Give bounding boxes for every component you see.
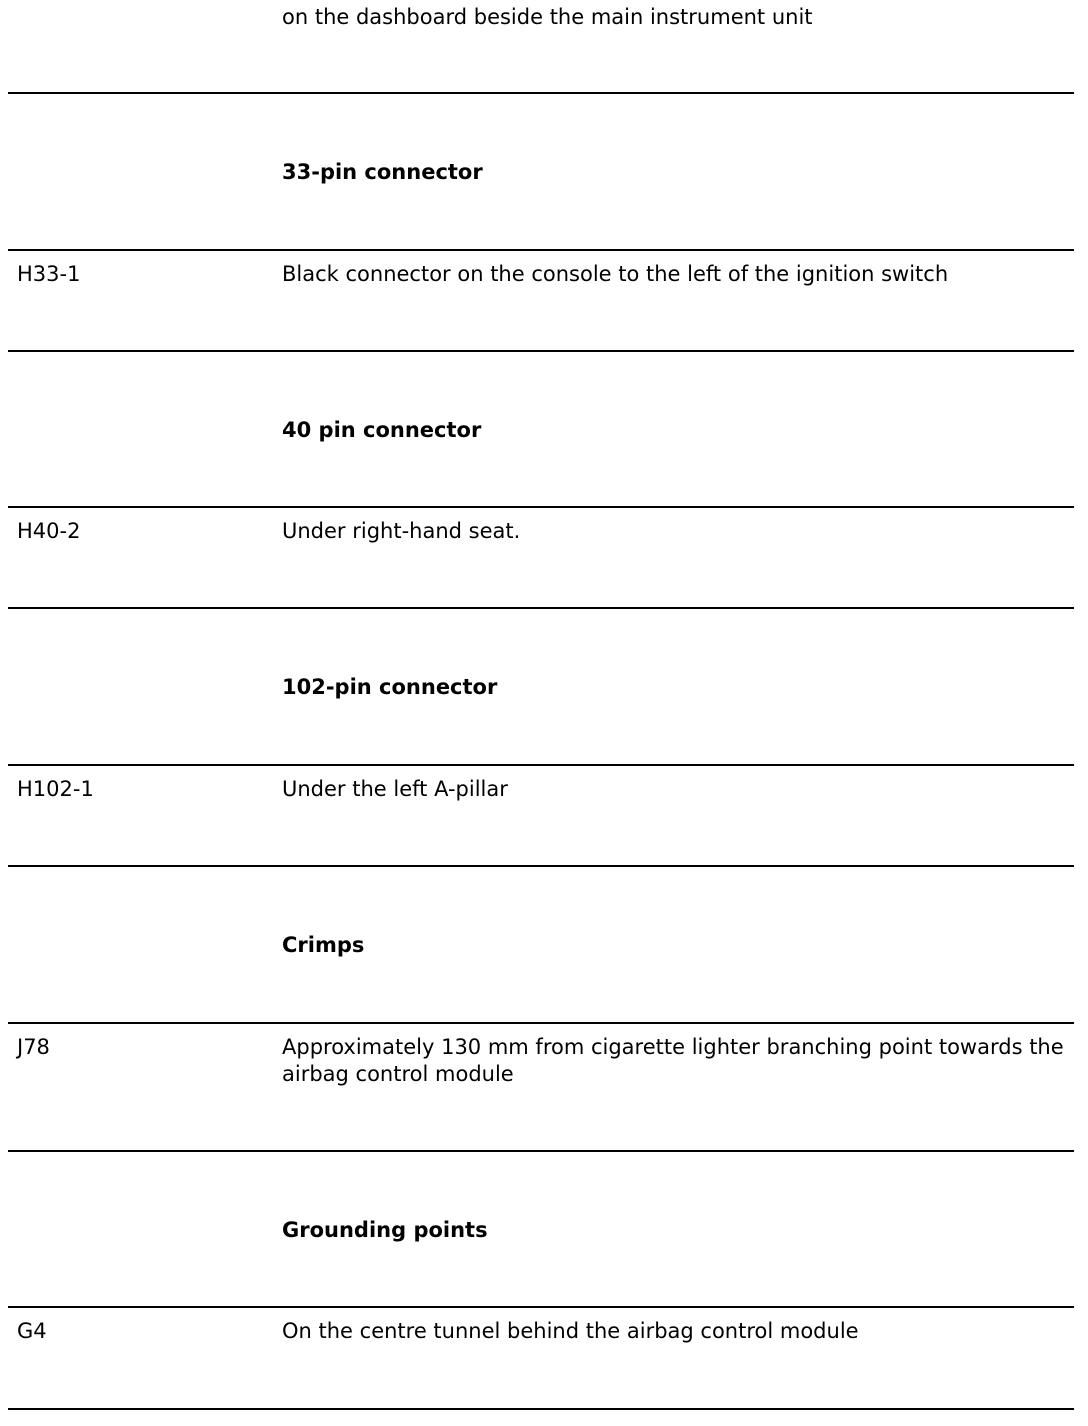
section-heading: Grounding points	[282, 1218, 488, 1242]
location-description: Under right-hand seat.	[282, 519, 521, 543]
row-divider	[8, 92, 1074, 94]
connector-code: G4	[17, 1319, 47, 1343]
section-heading: Crimps	[282, 933, 365, 957]
location-description: Black connector on the console to the left of the ignition switch	[282, 262, 949, 286]
location-description: On the centre tunnel behind the airbag control module	[282, 1319, 859, 1343]
connector-code: H40-2	[17, 519, 81, 543]
row-divider	[8, 764, 1074, 766]
section-heading: 33-pin connector	[282, 160, 483, 184]
section-heading: 40 pin connector	[282, 418, 482, 442]
location-description: Approximately 130 mm from cigarette lighter branching point towards the airbag control module	[282, 1035, 1064, 1086]
row-divider	[8, 1408, 1074, 1410]
row-divider	[8, 865, 1074, 867]
row-divider	[8, 607, 1074, 609]
connector-code: J78	[17, 1035, 50, 1059]
row-divider	[8, 506, 1074, 508]
row-divider	[8, 1150, 1074, 1152]
row-divider	[8, 1022, 1074, 1024]
section-heading: 102-pin connector	[282, 675, 498, 699]
row-divider	[8, 1306, 1074, 1308]
location-description: Under the left A-pillar	[282, 777, 508, 801]
intro-text: on the dashboard beside the main instrument unit	[282, 5, 813, 29]
row-divider	[8, 350, 1074, 352]
connector-code: H102-1	[17, 777, 94, 801]
row-divider	[8, 249, 1074, 251]
connector-code: H33-1	[17, 262, 81, 286]
